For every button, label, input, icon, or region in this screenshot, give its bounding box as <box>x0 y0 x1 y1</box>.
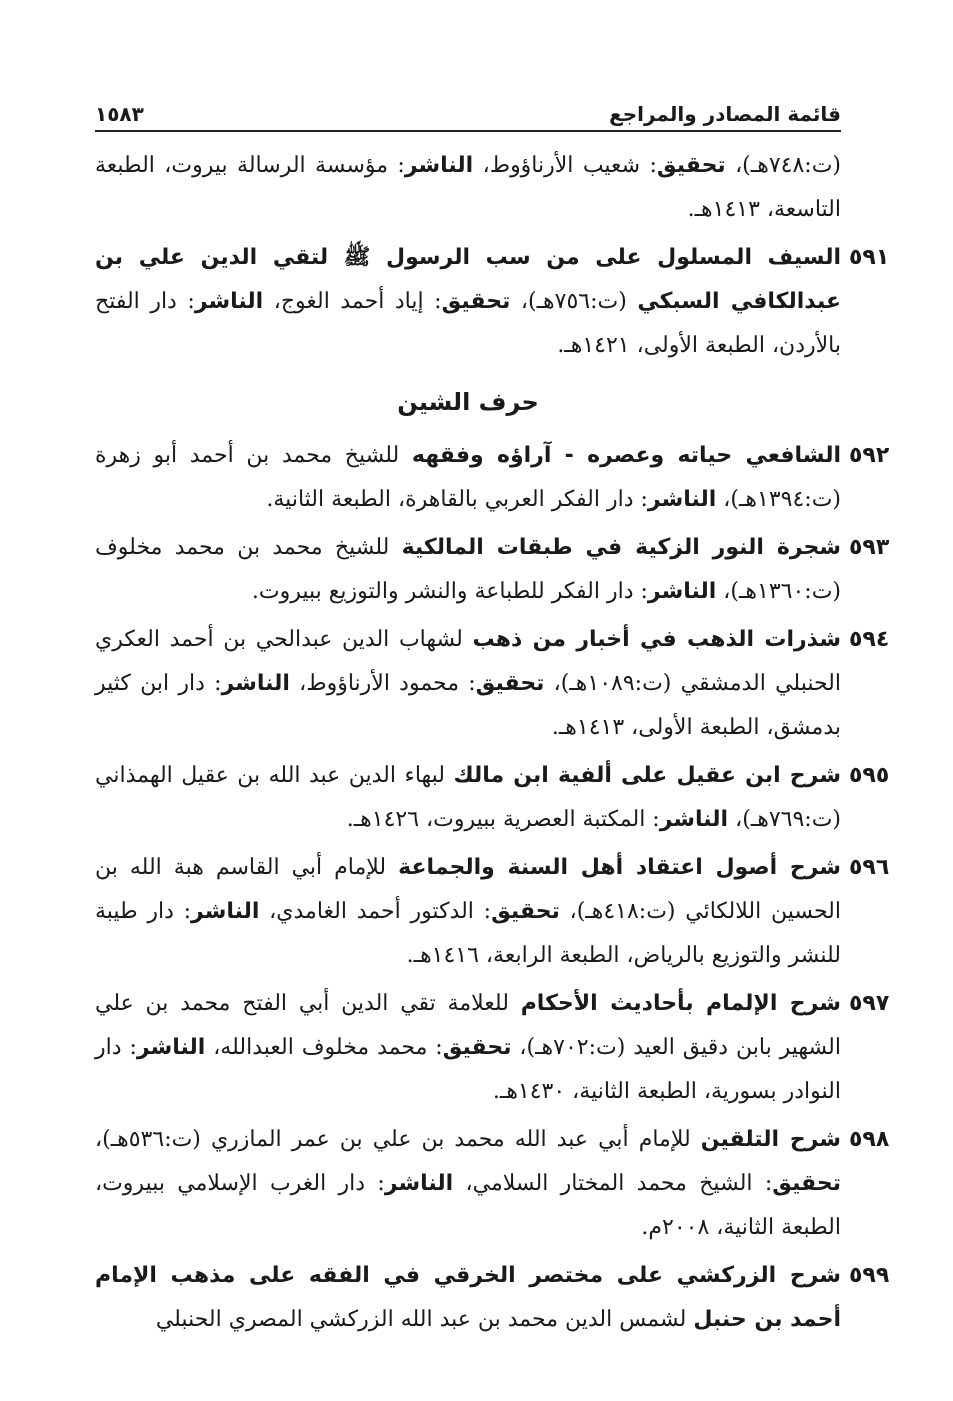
running-title: قائمة المصادر والمراجع <box>609 102 841 126</box>
entry-number: ٥٩١ <box>849 245 890 270</box>
bibliography-entry <box>95 526 890 614</box>
entry-text <box>95 144 841 232</box>
entry-bold-segment: الناشر <box>404 153 474 178</box>
entry-bold-segment: تحقيق <box>772 1171 842 1196</box>
entry-segment: : دار ابن كثير بدمشق، الطبعة الأولى، ١٤١٣هـ. <box>95 671 841 740</box>
section-title: حرف الشين <box>397 388 539 416</box>
entry-number: ٥٩٧ <box>849 991 890 1016</box>
entry-segment: : دار الفكر العربي بالقاهرة، الطبعة الثانية. <box>266 487 648 512</box>
bibliography-entry <box>95 982 890 1114</box>
entry-text <box>95 982 841 1114</box>
entry-segment: : الدكتور أحمد الغامدي، <box>259 899 492 924</box>
entry-segment: : المكتبة العصرية ببيروت، ١٤٢٦هـ. <box>346 807 660 832</box>
entry-segment: : دار الفكر للطباعة والنشر والتوزيع ببيروت. <box>251 579 648 604</box>
bibliography-entry <box>95 434 890 522</box>
bibliography-entry <box>95 144 841 232</box>
entry-bold-segment: الناشر <box>221 671 290 696</box>
entry-bold-segment: تحقيق <box>475 671 545 696</box>
entry-segment: لبهاء الدين عبد الله بن عقيل الهمذاني (ت:٧٦٩هـ)، <box>95 763 841 832</box>
entry-bold-segment: شرح التلقين <box>700 1127 841 1152</box>
entry-segment: : دار الفتح بالأردن، الطبعة الأولى، ١٤٢١هـ. <box>95 289 841 358</box>
bibliography-entry <box>95 846 890 978</box>
entry-bold-segment: شجرة النور الزكية في طبقات المالكية <box>401 535 842 560</box>
entry-text <box>95 526 841 614</box>
entry-text <box>95 846 841 978</box>
entries-group-before <box>95 144 890 368</box>
entry-bold-segment: تحقيق <box>442 1035 512 1060</box>
bibliography-entry <box>95 1254 890 1342</box>
bibliography-entry <box>95 236 890 368</box>
page-header <box>95 92 841 132</box>
entry-text <box>95 754 841 842</box>
entry-bold-segment: الشافعي حياته وعصره - آراؤه وفقهه <box>411 443 841 468</box>
entry-segment: للإمام أبي عبد الله محمد بن علي بن عمر المازري (ت:٥٣٦هـ)، <box>95 1127 701 1152</box>
bibliography-entry <box>95 754 890 842</box>
entry-number: ٥٩٤ <box>849 627 890 652</box>
entry-bold-segment: شرح الزركشي على مختصر الخرقي في الفقه على مذهب الإمام أحمد بن حنبل <box>95 1263 841 1332</box>
entry-segment: : مؤسسة الرسالة بيروت، الطبعة التاسعة، ١٤١٣هـ. <box>95 153 841 222</box>
entry-segment: : دار الغرب الإسلامي ببيروت، الطبعة الثانية، ٢٠٠٨م. <box>95 1171 841 1240</box>
entry-segment: لشهاب الدين عبدالحي بن أحمد العكري الحنبلي الدمشقي (ت:١٠٨٩هـ)، <box>95 627 841 696</box>
entry-bold-segment: تحقيق <box>656 153 726 178</box>
entry-bold-segment: شرح الإلمام بأحاديث الأحكام <box>520 991 841 1016</box>
entry-bold-segment: الناشر <box>384 1171 454 1196</box>
entry-number: ٥٩٨ <box>849 1127 890 1152</box>
entry-segment: : محمود الأرناؤوط، <box>289 671 476 696</box>
entry-bold-segment: تحقيق <box>491 899 560 924</box>
entry-text <box>95 618 841 750</box>
entry-number: ٥٩٦ <box>849 855 890 880</box>
entry-bold-segment: تحقيق <box>441 289 511 314</box>
entry-segment: (ت:٧٤٨هـ)، <box>725 153 841 178</box>
entry-bold-segment: شرح أصول اعتقاد أهل السنة والجماعة <box>398 855 841 880</box>
entry-number: ٥٩٢ <box>849 443 890 468</box>
bibliography-entry <box>95 618 890 750</box>
entry-bold-segment: الناشر <box>647 487 717 512</box>
entry-segment: : الشيخ محمد المختار السلامي، <box>453 1171 773 1196</box>
bibliography-list <box>95 144 890 1342</box>
entry-segment: لشمس الدين محمد بن عبد الله الزركشي المصري الحنبلي <box>155 1307 694 1332</box>
bibliography-entry <box>95 1118 890 1250</box>
entry-bold-segment: الناشر <box>136 1035 206 1060</box>
entry-bold-segment: السيف المسلول على من سب الرسول ﷺ لتقي الدين علي بن عبدالكافي السبكي <box>95 245 841 314</box>
entries-group-after <box>95 434 890 1342</box>
entry-bold-segment: شرح ابن عقيل على ألفية ابن مالك <box>453 763 841 788</box>
entry-segment: للشيخ محمد بن محمد مخلوف (ت:١٣٦٠هـ)، <box>95 535 841 604</box>
entry-bold-segment: الناشر <box>647 579 717 604</box>
entry-segment: : محمد مخلوف العبدالله، <box>205 1035 443 1060</box>
entry-bold-segment: الناشر <box>191 899 260 924</box>
entry-number: ٥٩٩ <box>849 1263 890 1288</box>
page-number: ١٥٨٣ <box>95 102 144 126</box>
entry-text <box>95 236 841 368</box>
entry-segment: للشيخ محمد بن أحمد أبو زهرة (ت:١٣٩٤هـ)، <box>95 443 841 512</box>
entry-segment: : إياد أحمد الغوج، <box>263 289 442 314</box>
entry-number: ٥٩٣ <box>849 535 890 560</box>
entry-segment: (ت:٧٥٦هـ)، <box>510 289 638 314</box>
entry-bold-segment: شذرات الذهب في أخبار من ذهب <box>472 627 841 652</box>
entry-segment: للعلامة تقي الدين أبي الفتح محمد بن علي الشهير بابن دقيق العيد (ت:٧٠٢هـ)، <box>95 991 841 1060</box>
entry-bold-segment: الناشر <box>659 807 729 832</box>
entry-segment: : شعيب الأرناؤوط، <box>473 153 657 178</box>
entry-text <box>95 434 841 522</box>
entry-text <box>95 1118 841 1250</box>
entry-bold-segment: الناشر <box>194 289 264 314</box>
entry-segment: للإمام أبي القاسم هبة الله بن الحسين اللالكائي (ت:٤١٨هـ)، <box>95 855 841 924</box>
entry-text <box>95 1254 841 1342</box>
entry-segment: : دار طيبة للنشر والتوزيع بالرياض، الطبعة الرابعة، ١٤١٦هـ. <box>95 899 841 968</box>
entry-segment: : دار النوادر بسورية، الطبعة الثانية، ١٤٣٠هـ. <box>95 1035 841 1104</box>
entry-number: ٥٩٥ <box>849 763 890 788</box>
